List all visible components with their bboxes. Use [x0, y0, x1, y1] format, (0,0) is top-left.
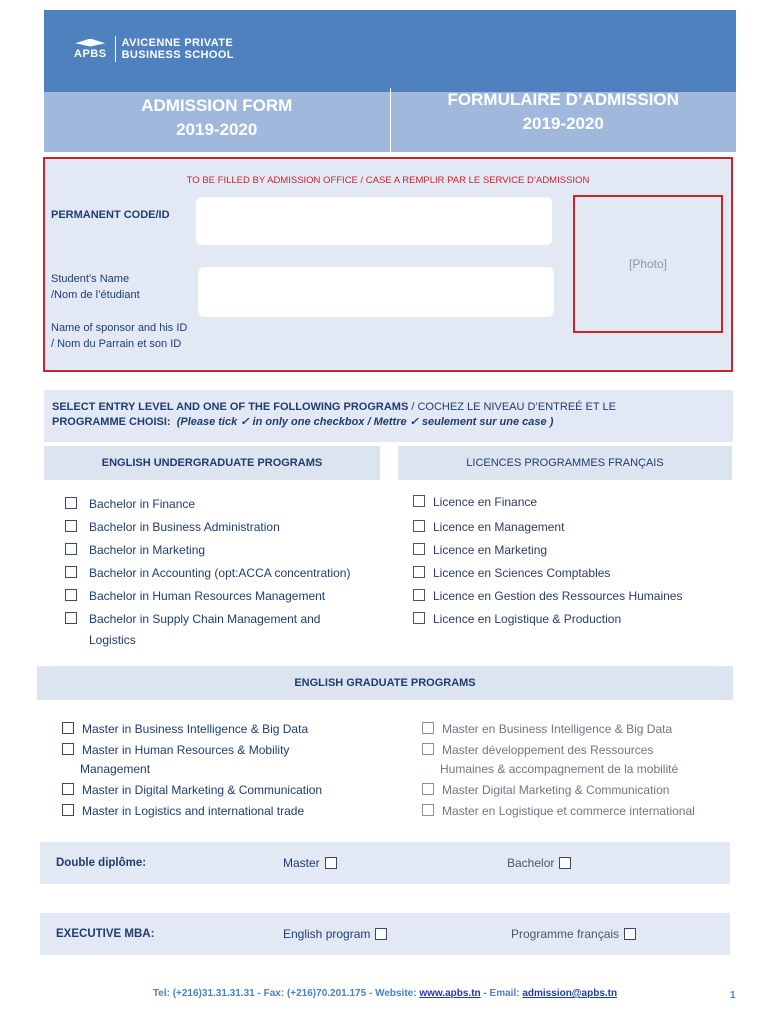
- checkbox[interactable]: [62, 783, 74, 795]
- checkbox[interactable]: [413, 589, 425, 601]
- checkbox[interactable]: [62, 722, 74, 734]
- logo-line-2: BUSINESS SCHOOL: [121, 49, 234, 61]
- title-band: [44, 92, 736, 152]
- sponsor-label: [51, 320, 187, 352]
- sponsor-label-en: Name of sponsor and his ID: [51, 322, 188, 334]
- footer-phone-fax: Tel: (+216)31.31.31.31 - Fax: (+216)70.201.175 - Website:: [152, 988, 420, 999]
- student-name-label-fr: /Nom de l’étudiant: [51, 289, 140, 301]
- checkbox[interactable]: [62, 743, 74, 755]
- option-label: Master in Business Intelligence & Big Data: [82, 722, 309, 736]
- french-title-text: FORMULAIRE D’ADMISSION: [447, 90, 679, 109]
- option-bachelor-hr-management[interactable]: [65, 586, 325, 606]
- checkbox[interactable]: [65, 589, 77, 601]
- graduate-programs-heading: ENGLISH GRADUATE PROGRAMS: [37, 666, 733, 700]
- option-licence-management[interactable]: [413, 517, 564, 537]
- option-master-logistique-commerce[interactable]: [422, 801, 695, 821]
- permanent-code-field[interactable]: [196, 197, 552, 245]
- option-label: Bachelor in Marketing: [89, 543, 206, 557]
- option-label: Humaines & accompagnement de la mobilité: [440, 762, 679, 776]
- option-bachelor-accounting[interactable]: [65, 563, 350, 583]
- select-instruction-en: SELECT ENTRY LEVEL AND ONE OF THE FOLLOWING PROGRAMS: [52, 401, 409, 413]
- tick-instruction: (Please tick ✓ in only one checkbox / Mettre ✓ seulement sur une case ): [176, 416, 554, 428]
- option-label: Master in Digital Marketing & Communication: [82, 783, 323, 797]
- permanent-code-label: PERMANENT CODE/ID: [51, 209, 170, 221]
- option-label: Bachelor in Supply Chain Management and: [89, 612, 321, 626]
- footer-contact: [0, 988, 770, 999]
- photo-placeholder: [Photo]: [628, 257, 668, 271]
- french-title-year: 2019-2020: [522, 114, 604, 133]
- checkbox[interactable]: [65, 566, 77, 578]
- option-licence-grh[interactable]: [413, 586, 682, 606]
- option-label: Master Digital Marketing & Communication: [442, 783, 670, 797]
- photo-box[interactable]: [573, 195, 723, 333]
- header-band: [44, 10, 736, 92]
- footer-email-prefix: - Email:: [480, 988, 523, 999]
- option-label: Bachelor: [507, 856, 555, 870]
- option-master-developpement-rh[interactable]: [422, 740, 653, 760]
- option-label: Licence en Logistique & Production: [433, 612, 622, 626]
- option-bachelor-business-administration[interactable]: [65, 517, 280, 537]
- checkbox[interactable]: [422, 783, 434, 795]
- option-label: Licence en Management: [433, 520, 565, 534]
- option-bachelor-supply-chain[interactable]: [65, 609, 320, 629]
- emba-french-option[interactable]: [511, 913, 636, 955]
- option-label: English program: [283, 927, 371, 941]
- checkbox[interactable]: [422, 722, 434, 734]
- email-link[interactable]: admission@apbs.tn: [522, 988, 618, 999]
- option-label: Master en Business Intelligence & Big Data: [442, 722, 673, 736]
- option-label: Master en Logistique et commerce international: [442, 804, 695, 818]
- executive-mba-label: EXECUTIVE MBA:: [56, 928, 155, 940]
- option-label: Master: [283, 856, 320, 870]
- logo-name: [122, 37, 234, 61]
- checkbox[interactable]: [413, 566, 425, 578]
- select-instruction-fr: / COCHEZ LE NIVEAU D’ENTREÉ ET LE: [408, 401, 616, 413]
- office-note: TO BE FILLED BY ADMISSION OFFICE / CASE A REMPLIR PAR LE SERVICE D’ADMISSION: [186, 175, 590, 186]
- option-licence-finance[interactable]: [413, 492, 537, 512]
- english-title-text: ADMISSION FORM: [141, 96, 293, 115]
- option-label: Master in Human Resources & Mobility: [82, 743, 290, 757]
- checkbox[interactable]: [65, 497, 77, 509]
- checkbox[interactable]: [422, 804, 434, 816]
- sponsor-label-fr: / Nom du Parrain et son ID: [51, 338, 182, 350]
- option-master-en-business-intelligence[interactable]: [422, 719, 672, 739]
- checkbox[interactable]: [413, 520, 425, 532]
- option-master-digital-marketing[interactable]: [62, 780, 322, 800]
- logo-abbreviation: APBS: [74, 47, 107, 60]
- option-licence-logistique[interactable]: [413, 609, 621, 629]
- school-logo: [74, 36, 234, 62]
- option-label: Licence en Gestion des Ressources Humaines: [433, 589, 683, 603]
- website-link[interactable]: www.apbs.tn: [419, 988, 481, 999]
- student-name-label-en: Student’s Name: [51, 273, 130, 285]
- page-number: 1: [730, 990, 736, 1001]
- option-label: Master développement des Ressources: [442, 743, 654, 757]
- student-name-label: [51, 271, 140, 303]
- option-label: Management: [80, 762, 151, 776]
- option-label-continuation: [80, 759, 150, 779]
- option-label: Licence en Marketing: [433, 543, 548, 557]
- checkbox[interactable]: [413, 495, 425, 507]
- graduation-cap-icon: [74, 39, 107, 60]
- option-label: Bachelor in Accounting (opt:ACCA concentration): [89, 566, 351, 580]
- option-label: Logistics: [89, 633, 136, 647]
- option-master-logistics[interactable]: [62, 801, 304, 821]
- double-bachelor-option[interactable]: [507, 842, 571, 884]
- logo-line-1: AVICENNE PRIVATE: [121, 37, 234, 49]
- option-label: Bachelor in Finance: [89, 497, 196, 511]
- option-label: Licence en Sciences Comptables: [433, 566, 611, 580]
- option-label-continuation: [89, 630, 136, 650]
- option-licence-marketing[interactable]: [413, 540, 547, 560]
- option-licence-sciences-comptables[interactable]: [413, 563, 610, 583]
- english-title-year: 2019-2020: [176, 120, 258, 139]
- student-name-field[interactable]: [198, 267, 554, 317]
- checkbox[interactable]: [559, 857, 571, 869]
- checkbox[interactable]: [624, 928, 636, 940]
- logo-divider: [115, 36, 116, 62]
- french-title: [390, 88, 737, 152]
- option-label-continuation: [440, 759, 678, 779]
- option-label: Master in Logistics and international trade: [82, 804, 305, 818]
- option-label: Programme français: [511, 927, 620, 941]
- option-master-business-intelligence[interactable]: [62, 719, 308, 739]
- english-undergrad-heading: ENGLISH UNDERGRADUATE PROGRAMS: [44, 446, 380, 480]
- option-master-hr-mobility[interactable]: [62, 740, 289, 760]
- emba-english-option[interactable]: [283, 913, 387, 955]
- option-label: Bachelor in Business Administration: [89, 520, 280, 534]
- checkbox[interactable]: [422, 743, 434, 755]
- select-instruction: [44, 390, 733, 442]
- admission-office-section: [43, 157, 733, 372]
- checkbox[interactable]: [62, 804, 74, 816]
- option-bachelor-marketing[interactable]: [65, 540, 205, 560]
- option-bachelor-finance[interactable]: [65, 494, 195, 514]
- french-licence-heading: LICENCES PROGRAMMES FRANÇAIS: [398, 446, 732, 480]
- select-instruction-prefix: PROGRAMME CHOISI:: [52, 416, 171, 428]
- checkbox[interactable]: [325, 857, 337, 869]
- checkbox[interactable]: [65, 520, 77, 532]
- checkbox[interactable]: [65, 612, 77, 624]
- double-diploma-label: Double diplôme:: [56, 857, 147, 869]
- option-label: Licence en Finance: [433, 495, 538, 509]
- option-label: Bachelor in Human Resources Management: [89, 589, 326, 603]
- checkbox[interactable]: [413, 612, 425, 624]
- checkbox[interactable]: [65, 543, 77, 555]
- double-diploma-row: [40, 842, 730, 884]
- executive-mba-row: [40, 913, 730, 955]
- english-title: [44, 92, 390, 152]
- option-master-digital-marketing-fr[interactable]: [422, 780, 669, 800]
- checkbox[interactable]: [413, 543, 425, 555]
- double-master-option[interactable]: [283, 842, 337, 884]
- checkbox[interactable]: [375, 928, 387, 940]
